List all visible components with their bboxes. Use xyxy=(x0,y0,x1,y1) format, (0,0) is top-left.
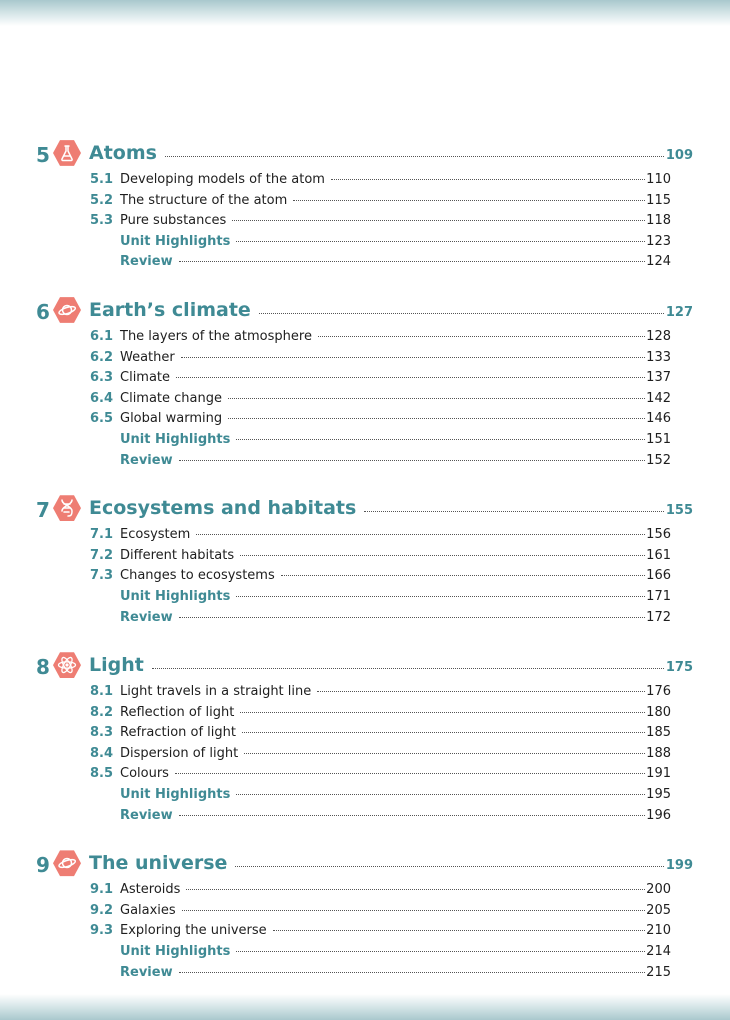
entry-line xyxy=(120,451,671,471)
dot-leader xyxy=(179,617,646,618)
entry-line xyxy=(120,785,671,805)
chapter-title: Atoms xyxy=(89,142,157,164)
section-title: Review xyxy=(120,609,173,625)
section-page: 115 xyxy=(646,192,671,208)
chapter-heading xyxy=(0,138,730,170)
atom-icon xyxy=(53,651,81,679)
toc-entry xyxy=(0,327,730,348)
section-number: 6.3 xyxy=(89,370,113,386)
dna-helix-icon xyxy=(53,494,81,522)
section-title: Review xyxy=(120,964,173,980)
dot-leader xyxy=(235,866,663,867)
section-page: 195 xyxy=(646,787,671,803)
section-page: 146 xyxy=(646,411,671,427)
dot-leader xyxy=(232,220,645,221)
dot-leader xyxy=(331,179,645,180)
dot-leader xyxy=(240,712,645,713)
toc-entry xyxy=(0,211,730,232)
toc-entry xyxy=(0,880,730,901)
section-number: 9.1 xyxy=(89,882,113,898)
chapter-title: The universe xyxy=(89,852,228,875)
section-page: 151 xyxy=(646,431,671,447)
chapter-line xyxy=(89,654,693,676)
toc-entry xyxy=(0,723,730,744)
entry-line xyxy=(120,963,671,983)
entry-line xyxy=(120,368,671,388)
section-title: Developing models of the atom xyxy=(120,172,325,187)
dot-leader xyxy=(281,575,645,576)
chapter-heading xyxy=(0,848,730,880)
chapter-line xyxy=(89,497,693,519)
chemistry-flask-icon xyxy=(53,139,81,167)
toc-entry xyxy=(0,389,730,410)
toc-entry xyxy=(0,744,730,765)
chapter-block xyxy=(0,848,730,983)
toc-entry xyxy=(0,430,730,451)
section-page: 185 xyxy=(646,725,671,741)
dot-leader xyxy=(182,910,645,911)
section-page: 200 xyxy=(646,882,671,898)
section-title: Light travels in a straight line xyxy=(120,684,312,700)
dot-leader xyxy=(259,313,664,314)
section-title: Review xyxy=(120,254,173,270)
toc-entry xyxy=(0,806,730,827)
dot-leader xyxy=(179,261,646,262)
dot-leader xyxy=(293,200,645,201)
section-number: 5.2 xyxy=(89,192,113,208)
dot-leader xyxy=(236,596,645,597)
section-number: 6.2 xyxy=(89,349,113,365)
section-page: 142 xyxy=(646,390,671,406)
toc-entry xyxy=(0,785,730,806)
section-number: 9.2 xyxy=(89,902,113,918)
dot-leader xyxy=(179,815,646,816)
section-page: 166 xyxy=(646,568,671,584)
dot-leader xyxy=(364,511,664,512)
section-page: 205 xyxy=(646,902,671,918)
chapter-block xyxy=(0,650,730,826)
section-title: Unit Highlights xyxy=(120,944,231,960)
section-number: 6.1 xyxy=(89,328,113,344)
dot-leader xyxy=(165,156,664,157)
section-page: 176 xyxy=(646,684,671,700)
section-page: 171 xyxy=(646,588,671,604)
dot-leader xyxy=(236,794,645,795)
toc-entry xyxy=(0,348,730,369)
section-number: 8.5 xyxy=(89,766,113,782)
section-page: 210 xyxy=(646,923,671,939)
toc-entry xyxy=(0,921,730,942)
entry-line xyxy=(120,608,671,628)
chapter-page: 155 xyxy=(665,503,693,519)
chapter-number: 6 xyxy=(36,299,50,324)
chapter-heading xyxy=(0,493,730,525)
dot-leader xyxy=(152,668,664,669)
entry-line xyxy=(120,880,671,900)
entry-line xyxy=(120,566,671,586)
toc-entry xyxy=(0,682,730,703)
toc-entry xyxy=(0,191,730,212)
section-number: 7.1 xyxy=(89,527,113,543)
section-title: Changes to ecosystems xyxy=(120,568,275,584)
planet-ring-icon xyxy=(53,296,81,324)
section-title: Asteroids xyxy=(120,882,181,898)
chapter-block xyxy=(0,138,730,273)
section-title: Unit Highlights xyxy=(120,588,231,604)
chapter-line xyxy=(89,299,693,321)
chapter-heading xyxy=(0,650,730,682)
section-title: Different habitats xyxy=(120,547,235,563)
dot-leader xyxy=(186,889,645,890)
dot-leader xyxy=(240,555,645,556)
section-number: 7.2 xyxy=(89,547,113,563)
entry-line xyxy=(120,191,671,211)
toc-entry xyxy=(0,963,730,984)
entry-line xyxy=(120,682,671,702)
toc-entry xyxy=(0,942,730,963)
entry-line xyxy=(120,703,671,723)
section-number: 6.5 xyxy=(89,411,113,427)
chapter-line xyxy=(89,142,693,164)
toc-entry xyxy=(0,368,730,389)
section-page: 110 xyxy=(646,172,671,187)
toc-entry xyxy=(0,587,730,608)
section-page: 152 xyxy=(646,452,671,468)
section-page: 214 xyxy=(646,944,671,960)
section-number: 8.4 xyxy=(89,745,113,761)
toc-entry xyxy=(0,170,730,191)
toc-entry xyxy=(0,409,730,430)
toc-entry xyxy=(0,232,730,253)
dot-leader xyxy=(236,241,645,242)
dot-leader xyxy=(181,357,645,358)
section-title: Refraction of light xyxy=(120,725,236,741)
section-page: 118 xyxy=(646,213,671,229)
section-title: Pure substances xyxy=(120,213,227,229)
dot-leader xyxy=(273,930,646,931)
toc-entry xyxy=(0,252,730,273)
header-band xyxy=(0,0,730,26)
footer-band xyxy=(0,994,730,1020)
toc-entry xyxy=(0,566,730,587)
entry-line xyxy=(120,409,671,429)
entry-line xyxy=(120,211,671,231)
entry-line xyxy=(120,327,671,347)
chapter-title: Ecosystems and habitats xyxy=(89,497,357,520)
entry-line xyxy=(120,901,671,921)
toc-entry xyxy=(0,901,730,922)
chapter-number: 9 xyxy=(36,853,50,878)
section-page: 133 xyxy=(646,349,671,365)
chapter-page: 109 xyxy=(665,148,693,163)
section-title: Unit Highlights xyxy=(120,431,231,447)
dot-leader xyxy=(196,534,645,535)
section-page: 123 xyxy=(646,233,671,249)
section-title: Weather xyxy=(120,349,175,365)
section-number: 5.1 xyxy=(89,172,113,187)
dot-leader xyxy=(176,377,645,378)
chapter-page: 175 xyxy=(665,660,693,676)
section-title: Exploring the universe xyxy=(120,923,267,939)
toc-entry xyxy=(0,451,730,472)
chapter-number: 5 xyxy=(36,143,50,167)
dot-leader xyxy=(175,773,645,774)
chapter-title: Light xyxy=(89,654,144,677)
entry-line xyxy=(120,430,671,450)
section-title: Galaxies xyxy=(120,902,176,918)
chapter-heading xyxy=(0,295,730,327)
section-page: 172 xyxy=(646,609,671,625)
section-title: Global warming xyxy=(120,411,223,427)
section-title: Review xyxy=(120,807,173,823)
dot-leader xyxy=(317,691,645,692)
section-number: 8.3 xyxy=(89,725,113,741)
chapter-number: 7 xyxy=(36,498,50,523)
chapter-block xyxy=(0,493,730,628)
chapter-number: 8 xyxy=(36,655,50,680)
entry-line xyxy=(120,806,671,826)
entry-line xyxy=(120,764,671,784)
section-number: 6.4 xyxy=(89,390,113,406)
section-number: 9.3 xyxy=(89,923,113,939)
section-title: Unit Highlights xyxy=(120,233,231,249)
entry-line xyxy=(120,525,671,545)
toc-entry xyxy=(0,546,730,567)
entry-line xyxy=(120,587,671,607)
section-title: The structure of the atom xyxy=(120,192,288,208)
entry-line xyxy=(120,723,671,743)
entry-line xyxy=(120,232,671,252)
chapter-block xyxy=(0,295,730,471)
section-page: 156 xyxy=(646,527,671,543)
dot-leader xyxy=(236,951,645,952)
dot-leader xyxy=(236,439,645,440)
chapter-page: 127 xyxy=(665,304,693,320)
dot-leader xyxy=(242,732,645,733)
entry-line xyxy=(120,252,671,272)
section-page: 215 xyxy=(646,964,671,980)
planet-ring-icon xyxy=(53,849,81,877)
section-number: 8.1 xyxy=(89,684,113,700)
chapter-page: 199 xyxy=(665,858,693,874)
entry-line xyxy=(120,170,671,190)
section-title: Dispersion of light xyxy=(120,745,239,761)
section-page: 188 xyxy=(646,745,671,761)
toc-entry xyxy=(0,764,730,785)
section-title: Colours xyxy=(120,766,169,782)
entry-line xyxy=(120,348,671,368)
table-of-contents xyxy=(0,138,730,1005)
section-page: 180 xyxy=(646,704,671,720)
dot-leader xyxy=(179,972,646,973)
dot-leader xyxy=(228,418,645,419)
dot-leader xyxy=(318,336,645,337)
section-page: 191 xyxy=(646,766,671,782)
toc-entry xyxy=(0,608,730,629)
section-number: 8.2 xyxy=(89,704,113,720)
section-title: The layers of the atmosphere xyxy=(120,328,312,344)
section-page: 124 xyxy=(646,254,671,270)
section-page: 128 xyxy=(646,328,671,344)
dot-leader xyxy=(179,460,646,461)
section-page: 196 xyxy=(646,807,671,823)
section-number: 7.3 xyxy=(89,568,113,584)
section-title: Reflection of light xyxy=(120,704,235,720)
entry-line xyxy=(120,546,671,566)
section-page: 161 xyxy=(646,547,671,563)
section-title: Review xyxy=(120,452,173,468)
toc-entry xyxy=(0,525,730,546)
section-title: Climate xyxy=(120,370,171,386)
entry-line xyxy=(120,744,671,764)
entry-line xyxy=(120,921,671,941)
entry-line xyxy=(120,942,671,962)
dot-leader xyxy=(244,753,645,754)
entry-line xyxy=(120,389,671,409)
section-number: 5.3 xyxy=(89,213,113,229)
toc-entry xyxy=(0,703,730,724)
section-page: 137 xyxy=(646,370,671,386)
dot-leader xyxy=(228,398,645,399)
section-title: Unit Highlights xyxy=(120,787,231,803)
section-title: Climate change xyxy=(120,390,223,406)
chapter-title: Earth’s climate xyxy=(89,298,251,321)
section-title: Ecosystem xyxy=(120,527,191,543)
chapter-line xyxy=(89,852,693,874)
